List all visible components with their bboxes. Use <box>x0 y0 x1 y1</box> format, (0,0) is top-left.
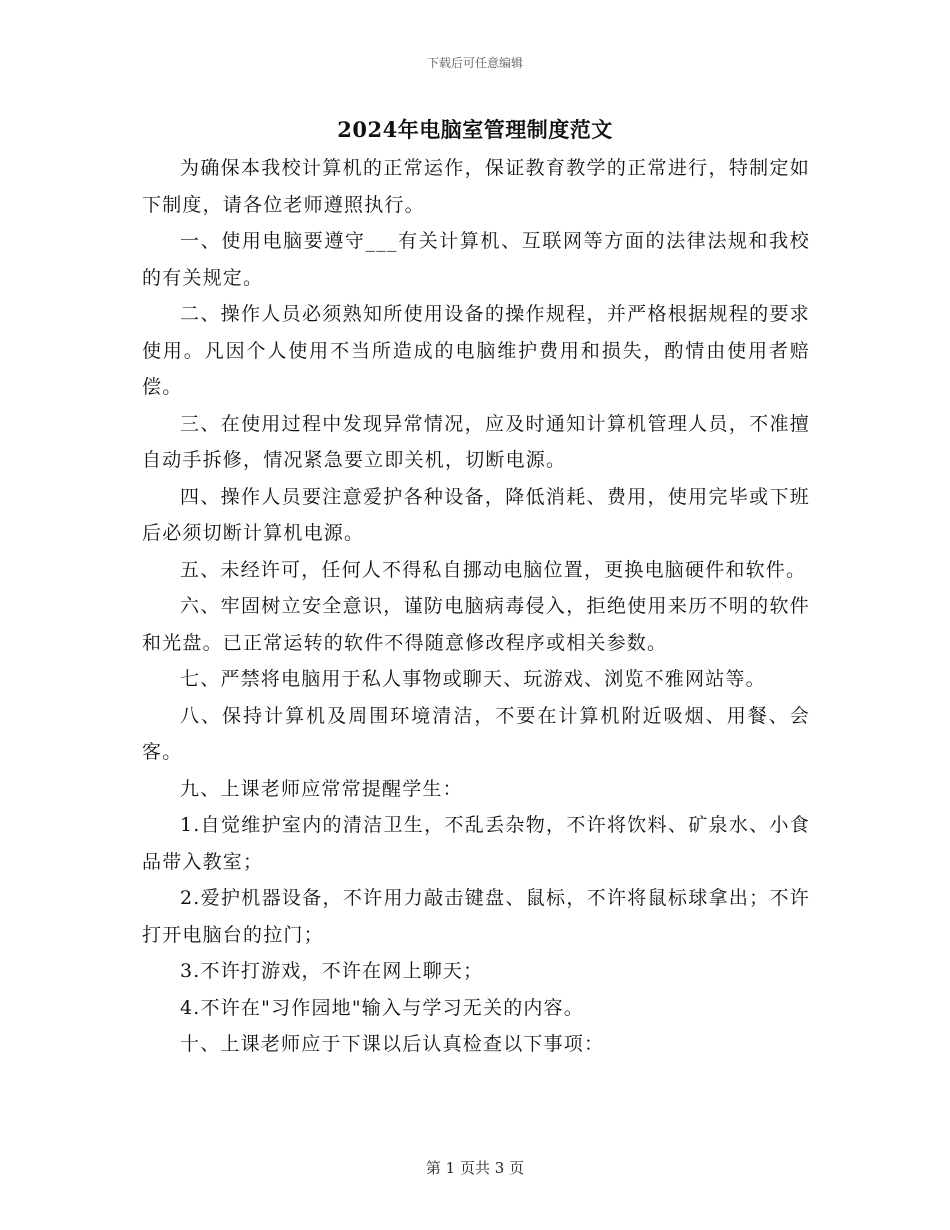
paragraph-rule-9: 九、上课老师应常常提醒学生： <box>180 777 463 800</box>
paragraph-intro: 为确保本我校计算机的正常运作，保证教育教学的正常进行，特制定如下制度，请各位老师遵照执行。 <box>142 157 810 216</box>
page-header: 下载后可任意编辑 <box>426 56 523 70</box>
paragraph-rule-6: 六、牢固树立安全意识，谨防电脑病毒侵入，拒绝使用来历不明的软件和光盘。已正常运转的软件不得随意修改程序或相关参数。 <box>142 595 810 654</box>
page-number-footer: 第 1 页共 3 页 <box>425 1159 525 1177</box>
paragraph-rule-4: 四、操作人员要注意爱护各种设备，降低消耗、费用，使用完毕或下班后必须切断计算机电源。 <box>142 485 810 544</box>
paragraph-rule-2: 二、操作人员必须熟知所使用设备的操作规程，并严格根据规程的要求使用。凡因个人使用不当所造成的电脑维护费用和损失，酌情由使用者赔偿。 <box>142 303 810 398</box>
paragraph-rule-3: 三、在使用过程中发现异常情况，应及时通知计算机管理人员，不准擅自动手拆修，情况紧急要立即关机，切断电源。 <box>142 412 810 471</box>
paragraph-rule-8: 八、保持计算机及周围环境清洁，不要在计算机附近吸烟、用餐、会客。 <box>142 704 810 763</box>
paragraph-rule-10: 十、上课老师应于下课以后认真检查以下事项： <box>180 1033 605 1055</box>
document-title: 2024年电脑室管理制度范文 <box>337 117 613 142</box>
paragraph-subitem-4: 4.不许在"习作园地"输入与学习无关的内容。 <box>180 996 585 1019</box>
paragraph-subitem-3: 3.不许打游戏，不许在网上聊天； <box>180 960 484 982</box>
paragraph-rule-5: 五、未经许可，任何人不得私自挪动电脑位置，更换电脑硬件和软件。 <box>180 558 807 581</box>
paragraph-subitem-1: 1.自觉维护室内的清洁卫生，不乱丢杂物，不许将饮料、矿泉水、小食品带入教室； <box>142 814 810 873</box>
paragraph-rule-7: 七、严禁将电脑用于私人事物或聊天、玩游戏、浏览不雅网站等。 <box>180 668 766 690</box>
paragraph-rule-1: 一、使用电脑要遵守___有关计算机、互联网等方面的法律法规和我校的有关规定。 <box>142 230 810 289</box>
document-body <box>142 150 810 1063</box>
paragraph-subitem-2: 2.爱护机器设备，不许用力敲击键盘、鼠标，不许将鼠标球拿出；不许打开电脑台的拉门； <box>142 887 810 946</box>
